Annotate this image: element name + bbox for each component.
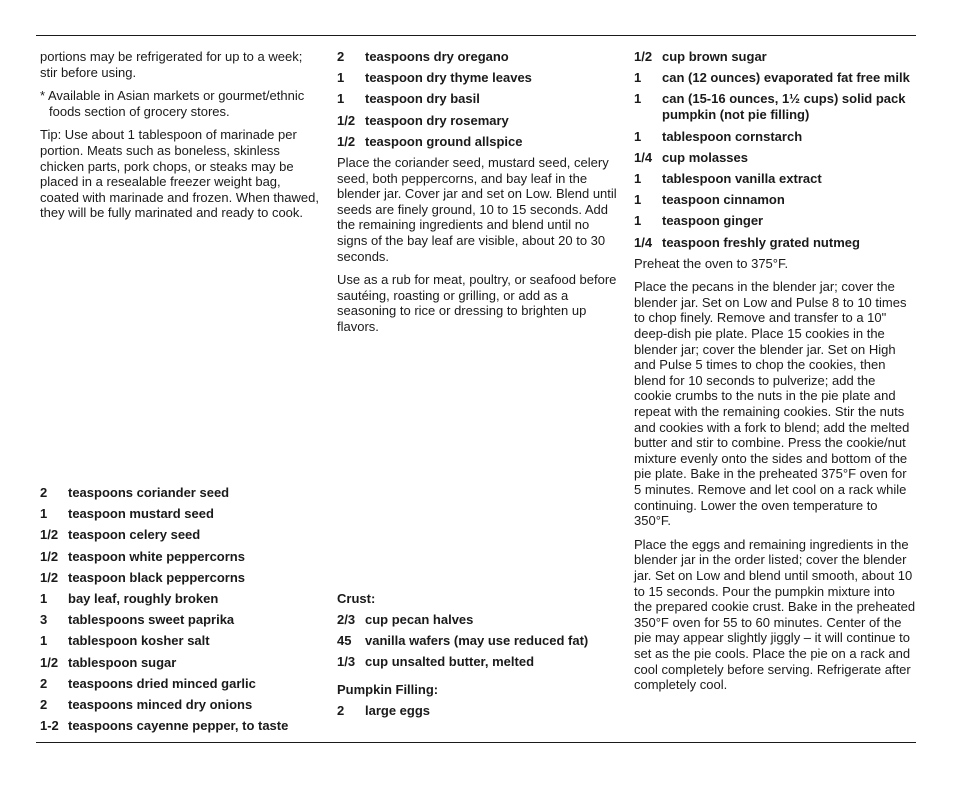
ingredient-desc: teaspoon mustard seed: [68, 506, 214, 522]
ingredient-item: [337, 113, 617, 129]
ingredient-item: [634, 235, 916, 251]
ingredient-qty: 1: [634, 128, 642, 144]
ingredient-qty: 2: [337, 702, 345, 718]
ingredient-qty: 1: [40, 633, 48, 649]
ingredient-desc: teaspoon dry basil: [365, 91, 480, 107]
ingredient-desc: teaspoon cinnamon: [662, 192, 785, 208]
availability-note: * Available in Asian markets or gourmet/ethnic foods section of grocery stores.: [40, 88, 305, 119]
ingredient-qty: 2: [40, 485, 48, 500]
ingredient-desc: teaspoons dry oregano: [365, 49, 509, 64]
ingredient-desc: teaspoon ground allspice: [365, 133, 523, 149]
ingredient-qty: 2: [337, 49, 345, 64]
ingredient-desc: cup molasses: [662, 149, 748, 165]
crust-ingredient-list: [337, 612, 617, 670]
ingredient-item: [634, 171, 916, 187]
ingredient-desc: teaspoons minced dry onions: [68, 696, 253, 712]
ingredient-item: [40, 655, 322, 671]
filling-ingredient-list: [337, 703, 617, 719]
storage-paragraph: portions may be refrigerated for up to a week; stir before using.: [40, 49, 303, 80]
ingredient-qty: 1: [634, 91, 642, 107]
ingredient-item: [634, 129, 916, 145]
herb-ingredient-list: [337, 49, 617, 150]
ingredient-desc: tablespoons sweet paprika: [68, 612, 235, 628]
ingredient-qty: 1/2: [40, 569, 59, 585]
ingredient-item: [40, 549, 322, 565]
ingredient-desc: tablespoon kosher salt: [68, 633, 210, 649]
ingredient-item: [40, 485, 322, 501]
ingredient-qty: 1: [634, 192, 642, 208]
ingredient-item: [337, 49, 617, 65]
ingredient-desc: bay leaf, roughly broken: [68, 590, 219, 606]
ingredient-desc: teaspoons dried minced garlic: [68, 675, 256, 691]
ingredient-qty: 1: [634, 70, 642, 86]
ingredient-desc: large eggs: [365, 702, 431, 718]
ingredient-item: [634, 192, 916, 208]
ingredient-qty: 1/2: [40, 654, 59, 670]
filling-ingredient-list-continued: [634, 49, 916, 251]
ingredient-desc: cup pecan halves: [365, 612, 474, 627]
ingredient-qty: 1/2: [337, 112, 356, 128]
ingredient-item: [634, 91, 916, 123]
ingredient-qty: 1/3: [337, 654, 356, 670]
blend-instructions-paragraph: Place the coriander seed, mustard seed, celery seed, both peppercorns, and bay leaf in the blender jar. Cover jar and set on Low. Blend until seeds are finely ground, 10 to 15 seconds. Add the remaining ingredients and blend until no signs of the bay leaf are visible, about 20 to 30 seconds.: [337, 154, 617, 264]
ingredient-qty: 1/4: [634, 234, 653, 250]
tip-paragraph: Tip: Use about 1 tablespoon of marinade per portion. Meats such as boneless, skinless chicken parts, pork chops, or steaks may be placed in a resealable freezer weight bag, coated with marinade and frozen. When thawed, they will be fully marinated and ready to cook.: [40, 127, 319, 221]
usage-paragraph: Use as a rub for meat, poultry, or seafood before sautéing, roasting or grilling, or add as a seasoning to rice or dressing to brighten up flavors.: [337, 272, 617, 334]
ingredient-qty: 1/2: [40, 548, 59, 564]
top-rule: [36, 35, 916, 36]
column-2-bottom: [337, 591, 617, 724]
ingredient-item: [40, 506, 322, 522]
ingredient-item: [337, 703, 617, 719]
ingredient-qty: 1: [337, 91, 345, 107]
ingredient-item: [337, 654, 617, 670]
ingredient-desc: can (15-16 ounces, 1½ cups) solid pack pumpkin (not pie filling): [662, 91, 906, 123]
ingredient-qty: 1: [337, 70, 345, 86]
ingredient-qty: 1: [40, 590, 48, 606]
ingredient-item: [337, 612, 617, 628]
ingredient-item: [40, 612, 322, 628]
ingredient-item: [337, 134, 617, 150]
ingredient-desc: teaspoon dry thyme leaves: [365, 70, 532, 86]
ingredient-desc: tablespoon sugar: [68, 654, 177, 670]
ingredient-desc: teaspoons cayenne pepper, to taste: [68, 718, 289, 734]
ingredient-qty: 2: [40, 675, 48, 691]
column-1-ingredients: [40, 485, 322, 739]
filling-heading: Pumpkin Filling:: [337, 681, 439, 697]
column-2-top: [337, 49, 617, 342]
ingredient-desc: teaspoon black peppercorns: [68, 569, 245, 585]
ingredient-item: [40, 591, 322, 607]
crust-heading: Crust:: [337, 591, 376, 606]
ingredient-desc: vanilla wafers (may use reduced fat): [365, 633, 589, 649]
ingredient-desc: teaspoon freshly grated nutmeg: [662, 234, 860, 250]
ingredient-item: [40, 633, 322, 649]
ingredient-desc: teaspoons coriander seed: [68, 485, 230, 500]
ingredient-desc: tablespoon vanilla extract: [662, 170, 822, 186]
ingredient-desc: teaspoon ginger: [662, 213, 764, 229]
ingredient-qty: 1/2: [337, 133, 356, 149]
ingredient-item: [40, 718, 322, 734]
crust-method-paragraph: Place the pecans in the blender jar; cover the blender jar. Set on Low and Pulse 8 to 10 times to chop finely. Remove and transfer to a 10" deep-dish pie plate. Place 15 cookies in the blender jar; cover the blender jar. Set on High and Pulse 5 times to chop the cookies, then blend for 10 seconds to pulverize; add the cookie crumbs to the nuts in the pie plate and repeat with the remaining cookies. Stir the nuts and cookies with a fork to blend; add the melted butter and stir to combine. Press the cookie/nut mixture evenly onto the sides and bottom of the pie plate. Bake in the preheated 375°F oven for 5 minutes. Remove and let cool on a rack while continuing. Lower the oven temperature to 350°F.: [634, 279, 910, 529]
ingredient-item: [337, 91, 617, 107]
ingredient-qty: 1: [40, 506, 48, 522]
ingredient-desc: cup unsalted butter, melted: [365, 654, 535, 670]
ingredient-desc: teaspoon white peppercorns: [68, 548, 245, 564]
ingredient-qty: 1-2: [40, 718, 59, 734]
ingredient-desc: can (12 ounces) evaporated fat free milk: [662, 70, 910, 86]
ingredient-desc: cup brown sugar: [662, 49, 767, 64]
ingredient-desc: teaspoon celery seed: [68, 527, 201, 543]
spice-ingredient-list: [40, 485, 322, 734]
ingredient-qty: 1: [634, 170, 642, 186]
ingredient-item: [40, 697, 322, 713]
ingredient-item: [634, 213, 916, 229]
ingredient-item: [40, 676, 322, 692]
bottom-rule: [36, 742, 916, 743]
filling-method-paragraph: Place the eggs and remaining ingredients in the blender jar in the order listed; cover the blender jar. Set on Low and blend until smooth, about 10 to 15 seconds. Pour the pumpkin mixture into the prepared cookie crust. Bake in the preheated 350°F oven for 55 to 60 minutes. Center of the pie may appear slightly jiggly – it will continue to set as the pie cools. Place the pie on a rack and cool completely before serving. Refrigerate after completely cool.: [634, 536, 916, 693]
ingredient-desc: teaspoon dry rosemary: [365, 112, 509, 128]
ingredient-qty: 1/2: [40, 527, 59, 543]
ingredient-item: [337, 633, 617, 649]
ingredient-desc: tablespoon cornstarch: [662, 128, 803, 144]
ingredient-qty: 2: [40, 696, 48, 712]
ingredient-qty: 1/4: [634, 149, 653, 165]
ingredient-qty: 1/2: [634, 49, 653, 64]
ingredient-item: [40, 570, 322, 586]
ingredient-item: [337, 70, 617, 86]
preheat-paragraph: Preheat the oven to 375°F.: [634, 255, 789, 271]
ingredient-qty: 3: [40, 612, 48, 628]
ingredient-item: [40, 527, 322, 543]
column-3: [634, 49, 916, 701]
ingredient-qty: 45: [337, 633, 352, 649]
ingredient-qty: 1: [634, 213, 642, 229]
ingredient-item: [634, 49, 916, 65]
ingredient-qty: 2/3: [337, 612, 356, 627]
column-1-text: [40, 49, 322, 229]
ingredient-item: [634, 70, 916, 86]
ingredient-item: [634, 150, 916, 166]
